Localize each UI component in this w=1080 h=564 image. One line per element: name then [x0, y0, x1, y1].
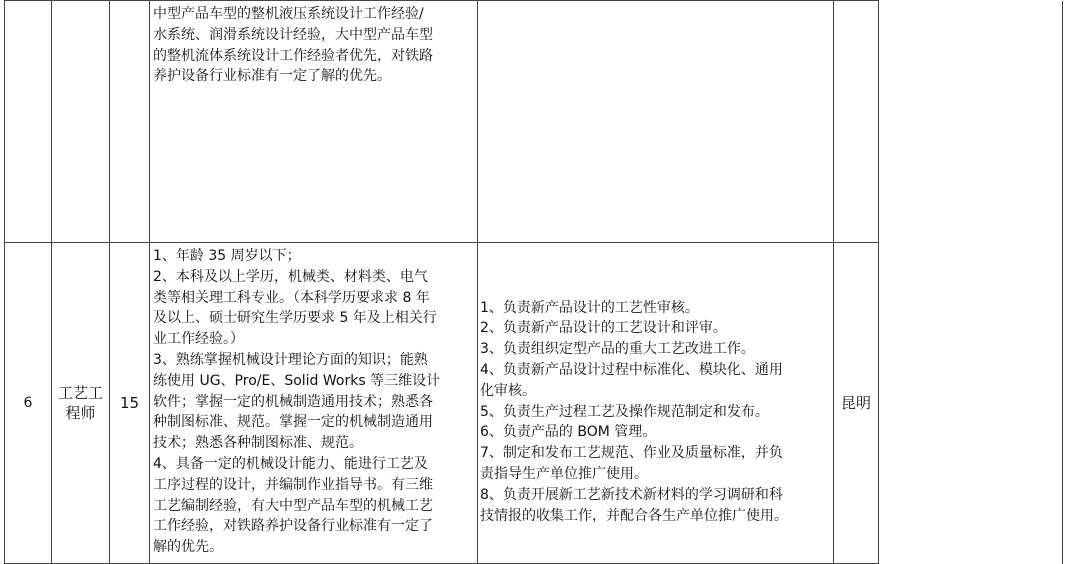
requirement-line: 2、本科及以上学历，机械类、材料类、电气	[153, 268, 428, 285]
requirement-line: 技术；熟悉各种制图标准、规范。	[153, 435, 363, 452]
job-title-line: 程师	[65, 404, 96, 422]
blank-cell	[879, 1, 1063, 564]
requirement-line: 业工作经验。）	[153, 331, 244, 348]
duty-line: 5、负责生产过程工艺及操作规范制定和发布。	[480, 403, 769, 420]
job-title-cell	[52, 243, 110, 564]
requirement-line: 中型产品车型的整机液压系统设计工作经验/	[153, 6, 424, 22]
row-number-cell	[5, 1, 52, 243]
requirement-line: 软件；掌握一定的机械制造通用技术；熟悉各	[153, 393, 433, 410]
duty-line: 6、负责产品的 BOM 管理。	[480, 424, 657, 441]
duty-line: 4、负责新产品设计过程中标准化、模块化、通用	[480, 362, 783, 378]
duties-cell	[478, 243, 834, 564]
headcount-cell	[110, 1, 150, 243]
location-cell	[834, 1, 879, 243]
requirement-line: 练使用 UG、Pro/E、Solid Works 等三维设计	[153, 372, 441, 389]
duty-line: 技情报的收集工作，并配合各生产单位推广使用。	[480, 507, 788, 524]
duties-cell	[478, 1, 834, 243]
requirement-line: 的整机流体系统设计工作经验者优先，对铁路	[153, 47, 433, 64]
duty-line: 化审核。	[480, 382, 536, 399]
duty-line: 责指导生产单位推广使用。	[480, 465, 648, 482]
requirement-line: 工序过程的设计，并编制作业指导书。有三维	[153, 476, 433, 493]
table-row	[5, 1, 1063, 243]
requirement-line: 4、具备一定的机械设计能力、能进行工艺及	[153, 455, 428, 472]
requirements-cell	[150, 1, 478, 243]
requirement-line: 水系统、润滑系统设计经验，大中型产品车型	[153, 26, 433, 43]
job-title-cell	[52, 1, 110, 243]
row-number-cell: 6	[5, 243, 52, 564]
duty-line: 3、负责组织定型产品的重大工艺改进工作。	[480, 341, 755, 358]
requirement-line: 及以上、硕士研究生学历要求 5 年及上相关行	[153, 310, 437, 327]
job-title-line: 工艺工	[57, 384, 103, 402]
requirement-line: 解的优先。	[153, 539, 223, 556]
location-cell: 昆明	[834, 243, 879, 564]
requirement-line: 工艺编制经验，有大中型产品车型的机械工艺	[153, 497, 433, 514]
duty-line: 8、负责开展新工艺新技术新材料的学习调研和科	[480, 486, 783, 503]
requirement-line: 种制图标准、规范。掌握一定的机械制造通用	[153, 414, 433, 431]
requirement-line: 3、熟练掌握机械设计理论方面的知识；能熟	[153, 351, 428, 368]
headcount-cell: 15	[110, 243, 150, 564]
requirement-line: 类等相关理工科专业。（本科学历要求求 8 年	[153, 289, 430, 306]
requirement-line: 1、年龄 35 周岁以下；	[153, 248, 301, 264]
requirement-line: 养护设备行业标准有一定了解的优先。	[153, 68, 391, 85]
requirements-cell	[150, 243, 478, 564]
duty-line: 2、负责新产品设计的工艺设计和评审。	[480, 320, 727, 337]
requirement-line: 工作经验，对铁路养护设备行业标准有一定了	[153, 518, 433, 535]
job-table	[4, 0, 1063, 564]
duty-line: 7、制定和发布工艺规范、作业及质量标准，并负	[480, 445, 783, 462]
duty-line: 1、负责新产品设计的工艺性审核。	[480, 299, 699, 316]
